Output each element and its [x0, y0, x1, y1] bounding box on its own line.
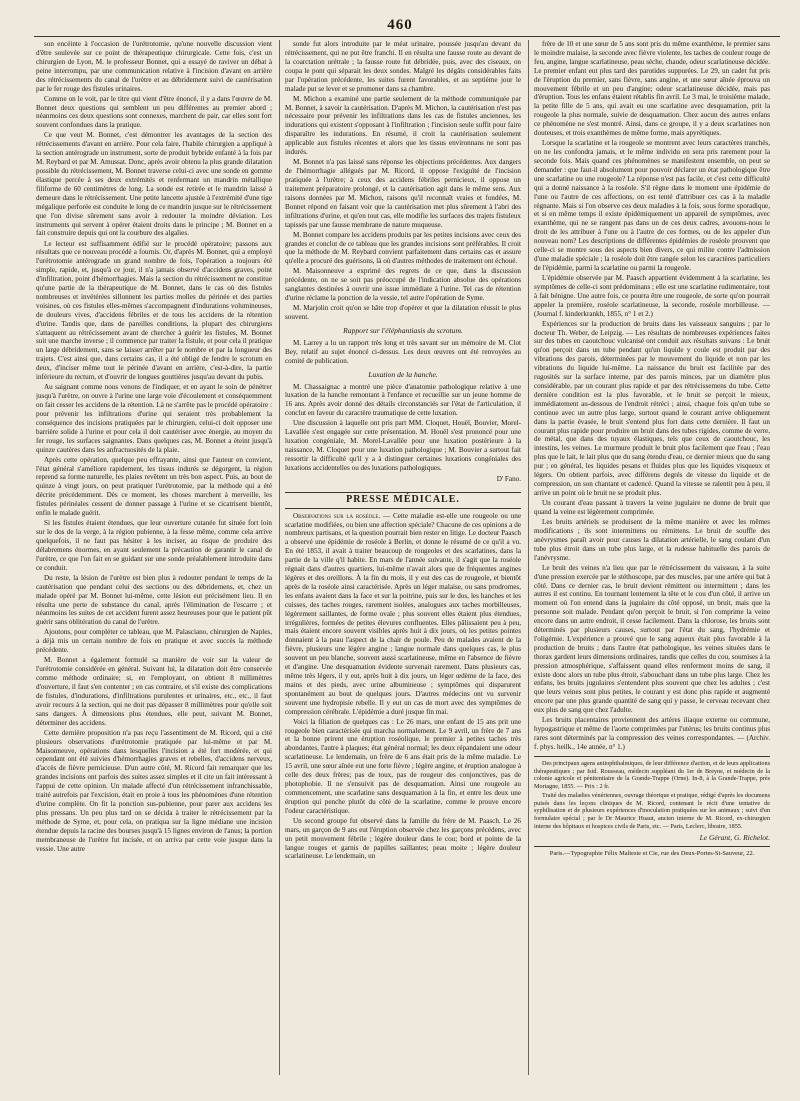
paragraph: Un courant d'eau passant à travers la veine jugulaire ne donne de bruit que quand la veine est légèrement comprimée. [534, 498, 770, 516]
paragraph: Du reste, la lésion de l'urètre est bien plus à redouter pendant le temps de la cautérisation que pendant celui des sections ou des débridemens, et, chez un malade opéré par M. Bonnet lui-même, cette lésion eut précisément lieu. Il en résulta une perte de substance du canal, après l'élimination de l'escarre ; et néanmoins les suites de cet accident furent assez heureuses pour que le patient pût guérir sans oblitération du canal de l'urètre. [36, 573, 272, 627]
column-3 [534, 40, 770, 1080]
paragraph: Le bruit des veines n'a lieu que par le rétrécissement du vaisseau, à la suite d'une pression exercée par le stéthoscope, par des muscles, par une artère qui bat à côté. Dans ce dernier cas, le bruit devient rémittent ou intermittent ; dans les autres il est continu. En tournant lentement la tête et le cou d'un côté, il arrive un moment où l'on entend dans la jugulaire du côté opposé, un bruit, mais que la personne soit malade. Pendant qu'on perçoit le bruit, si l'on comprime la veine encore dans un autre endroit, il cesse facilement. Dans la chlorose, les bruits sont déterminés par plusieurs causes, surtout par l'état du sang, l'hydrémie et l'oligémie. L'expérience a prouvé que le sang aqueux était plus favorable à la production de bruits ; dans l'autre état pathologique, les veines situées dans le thorax gardent leurs dimensions ordinaires, tandis que celles du cou, soumises à la pression atmosphérique, s'affaissent quand elles renferment moins de sang, il existe donc alors un tube plus étroit, s'abouchant dans un tube plus large. Chez les enfans, les bruits jugulaires s'entendent plus souvent que chez les adultes ; c'est que leurs veines sont plus petites, le courant y est donc plus rapide et augmenté encore par une plus grande quantité de sang qui y passe, le cerveau recevant chez eux plus de sang que chez l'adulte. [534, 563, 770, 715]
paragraph: Les bruits artériels se produisent de la même manière et avec les mêmes modifications ; ils sont intermittens ou rémittens. Le bruit de souffle des anévrysmes paraît avoir pour causes la dilatation artérielle, le sang coulant d'un tube plus étroit dans un tube plus large, et la rudesse habituelle des parois de l'anévrysme. [534, 517, 770, 562]
paragraph: frère de 10 et une sœur de 5 ans sont pris du même exanthème, le premier sans le moindre malaise, la seconde avec fièvre violente, les taches de couleur rouge de feu, angine, langue scarlatineuse, peau sèche, chaude, odeur scarlatineuse décidée. Le premier enfant eut plus tard des parotides suppurées. Le 29, un cadet fut pris de l'éruption du premier, sans fièvre, sans angine, et une sœur aînée éprouva un mouvement fébrile et un peu d'angine; odeur scarlatineuse décidée, mais pas d'éruption. Tous les enfans étaient rétablis fin avril. Le 3 mai, le troisième malade, la petite fille de 5 ans, qui avait eu une scarlatine avec desquamation, prit la rougeole la plus normale, suivie de desquamation. Chez aucun des autres enfans ce phénomène ne s'est montré. Ainsi, dans ce groupe, il y a deux scarlatines non douteuses, et trois exanthèmes de même forme, mais apyrétiques. [534, 40, 770, 138]
book-announcements [534, 756, 770, 830]
paragraph: Lorsque la scarlatine et la rougeole se montrent avec leurs caractères tranchés, on ne les confondra jamais, et le même individu en sera pris rarement pour la seconde fois. Mais quand ces phénomènes se manifestent ensemble, on peut se demander : que faut-il absolument pour pouvoir déclarer un état pathologique être une scarlatine ou une rougeole? La réponse n'est pas facile, et c'est cette difficulté qui a donné naissance à la roséole. S'il règne dans le moment une épidémie de l'une ou l'autre de ces affections, on est tenté d'attribuer ces cas à la maladie régnante. Mais si l'on observe ces deux maladies à la fois, sous forme sporadique, et si en même temps il existe épidémiquement un appareil de symptômes, avec exanthème, qui ne se rangent pas dans un de ces deux cadres, avouons-nous le droit de les attribuer à l'une ou à l'autre de ces formes, ou de les appeler d'un nouveau nom? Les descriptions de différentes épidémies de roséole prouvent que celle-ci se montre sous des aspects bien divers, ce qui milite contre l'admission d'une maladie spéciale ; la roséole doit être rangée selon les caractères particuliers de l'épidémie, parmi la scarlatine ou parmi la rougeole. [534, 139, 770, 272]
column-1 [36, 40, 272, 1080]
paragraph: Voici la filiation de quelques cas : Le 26 mars, une enfant de 15 ans prit une rougeole bien caractérisée qui marcha normalement. Le 9 avril, un frère de 7 ans et la bonne prirent une éruption roséolique, le premier à petites taches très abondantes, l'autre à plaques; état général normal; les deux répandaient une odeur scarlatineuse. Le lendemain, un frère de 6 ans était pris de la même maladie. Le 15 avril, une sœur aînée eut une forte fièvre ; légère angine, et éruption analogue à celle des deux frères; pas de toux, pas de rougeur des conjonctives, pas de photophobie. Il ne s'ensuivit pas de desquamation. Ainsi une rougeole au commencement, une scarlatine sans desquamation à la fin, et entre les deux une éruption qui penche plutôt du côté de la scarlatine, comme le prouve encore l'odeur caractéristique. [285, 717, 521, 815]
author-signature: D' Fano. [496, 474, 521, 483]
paragraph: L'épidémie observée par M. Paasch appartient évidemment à la scarlatine, les symptômes de celle-ci sont prédominans ; elle est une scarlatine rudimentaire, tout à fait bénigne. Une autre fois, ce pourra être une rougeole, de sorte qu'on pourrait appeler la première, roséole scarlatineuse, la seconde, roséole morbilleuse. — (Journal f. kinderkrankh, 1855, n° 1 et 2.) [534, 273, 770, 318]
section-heading: Luxation de la hanche. [368, 369, 438, 379]
column-2 [285, 40, 521, 1080]
section-title: PRESSE MÉDICALE. [285, 492, 521, 509]
paragraph: Ce que veut M. Bonnet, c'est démontrer les avantages de la section des rétrécissements d'avant en arrière. Pour cela faire, l'habile chirurgien a appliqué à la section antérograde un instrument, sorte de produit hybride enfanté à la fois par M. Reybard et par M. Amussat. Donc, après avoir obtenu la plus grande dilatation possible du rétrécissement, M. Bonnet traverse celui-ci avec une sonde en gomme élastique percée à ses deux extrémités et renfermant un mandrin métallique filiforme de 60 centimètres de long. La sonde est retirée et le mandrin laissé à demeure dans le rétrécissement. Une petite lancette ajustée à l'extrémité d'une tige mégalique perforée est conduite le long de ce mandrin jusque sur le rétrécissement que l'on divise sûrement sans avoir à redouter la moindre déviation. Les instruments qui servent à opérer étaient droits dans le principe ; M. Bonnet en a fait construire depuis qui ont la courbure des algalies. [36, 131, 272, 238]
paragraph: M. Maisonneuve a exprimé des regrets de ce que, dans la discussion précédente, on ne se soit pas préoccupé de l'indication absolue des opérations sanglantes destinées à ouvrir une issue immédiate à l'urine. Tel cas de rétention d'urine réclame la ponction de la vessie, tel autre l'opération de Syme. [285, 267, 521, 303]
announcement: Traité des maladies vénériennes, ouvrage théorique et pratique, rédigé d'après les documens puisés dans les leçons cliniques de M. Ricord, contenant le récit d'une tentative de syphilisation et de plusieurs expériences d'inoculation pratiquées sur les animaux ; suivi d'un formulaire spécial ; par le Dr Maurice Huaut, ancien interne de M. Ricord, ex-chirurgien interne des hôpitaux et hospices civils de Paris, etc. — Paris, Leclerc, libraire, 1855. [534, 792, 770, 830]
paragraph: Une discussion à laquelle ont pris part MM. Cloquet, Houël, Bouvier, Morel-Lavallée s'est engagée sur cette présentation. M. Houël s'est prononcé pour une luxation congéniale, M. Morel-Lavallée pour une luxation postérieure à la naissance, M. Cloquet pour une luxation pathologique ; M. Bouvier a surtout fait ressortir la difficulté qu'il y a à distinguer certaines luxations congéniales des luxations accidentelles ou des luxations pathologiques. [285, 419, 521, 472]
paragraph: Si les fistules étaient étendues, que leur ouverture cutanée fut située fort loin sur le dos de la verge, à la région pubienne, à la fesse même, comme cela arrive quelquefois, il ne faut pas hésiter à les inciser, au risque de produire des délabremens énormes, en ayant seulement la précaution de garantir le canal de l'urètre, ce que l'on fait en se guidant sur une sonde préalablement introduite dans ce conduit. [36, 519, 272, 572]
paragraph: M. Bonnet compare les accidens produits par les petites incisions avec ceux des grandes et conclut de ce tableau que les grandes incisions sont préférables. Il croit que la méthode de M. Reybard convient parfaitement dans certains cas et assure qu'elle a procuré des guérisons, là où d'autres méthodes de traitement ont échoué. [285, 230, 521, 266]
paragraph-text: — Cette maladie est-elle une rougeole ou une scarlatine modifiées, ou bien une affection spéciale? Chacune de ces opinions a de nombreux partisans, et la question pourrait bien rester en litige. Le docteur Paasch a observé une épidémie de roséole à Berlin, et donne le résumé de ce qu'il a vu. En été 1853, il avait à traiter beaucoup de rougeoles et des scarlatines, dans la partie de la ville q'il habite. En mars de l'année suivante, il s'agit que la roséole régnait dans d'autres quartiers, lui-même n'avait alors que de fréquentes angines légères et des oreillons. À la fin du mois, il y eut des cas de rougeole, et bientôt après de la roséole ainsi caractérisée. Après un léger malaise, ou sans prodromes, les enfans avaient dans la face et sur la poitrine, puis sur le dos, les hanches et les cuisses, des taches rouges, rarement isolées, analogues aux taches morbilleuses, légèrement saillantes, de forme ovale ; plus souvent elles étaient plus étendues, irrégulières, formées de petites élevures confluentes. Elles pâlissaient peu à peu, mais étaient encore souvent visibles après huit à dix jours, où les petites pointes donnaient à la peau l'aspect de la chair de poule. Peu de malades avaient de la fièvre, plusieurs une légère angine ; langue normale dans quelques cas, le plus souvent un peu blanche, souvent aussi scarlatineuse, même en l'absence de fièvre et d'angine. Une desquamation évidente survenait rarement. Dans plusieurs cas, même très légers, il y eut, après huit à dix jours, un léger œdème de la face, des mains et des pieds, avec urine albumineuse ; symptômes qui disparurent spontanément au bout de quelques jours. D'autres médecins ont vu survenir souvent une hydropisie rebelle. Il y eut un cas de mort avec des symptômes de compression cérébrale. L'épidémie a duré jusque fin mai. [285, 511, 521, 716]
column-divider [279, 40, 280, 1075]
paragraph: Expériences sur la production de bruits dans les vaisseaux sanguins ; par le docteur Th. Weber, de Leipzig. — Les résultats de nombreuses expériences faites sur des tubes en caoutchouc vulcanisé ont conduit aux résultats suivans : Le bruit qu'on perçoit dans un tube pendant qu'un liquide y coule est produit par des vibrations des parois, déterminées par le mouvement du liquide et non par les vibrations du liquide lui-même. La naissance du bruit est facilitée par des rugosités sur la surface interne, par des parois minces, par un diamètre plus considérable, par un courant plus rapide et par des rétrécissemens du tube. Cette dernière condition est la plus favorable, et le bruit se perçoit le mieux, immédiatement au-dessous de l'endroit rétréci ; ainsi, chaque fois qu'un tube se continue avec un autre plus large, surtout quand le courant arrive obliquement dans la partie évasée, le bruit s'entend plus fort dans cette dernière. Il faut un courant plus rapide pour produire un bruit dans des tubes rigides, comme de verre, de métal, que dans des tuyaux élastiques, tels que ceux de caoutchouc, les intestins, les veines. Le murmure produit le bruit plus facilement que l'eau ; l'eau plus que le lait, le lait plus que du sang étendu d'eau, ce dernier mieux que du sang pur ; en général, les liquides pesans et fluides plus que les liquides visqueux et légers. On obtient parfois, avec différens degrés de vitesse du liquide et de compression, un son chantant et cadencé. Quand la vitesse se ralentit peu à peu, il arrive un point où le bruit ne se produit plus. [534, 319, 770, 497]
paragraph: M. Bonnet a également formulé sa manière de voir sur la valeur de l'urétrotomie considérée en général. Suivant lui, la dilatation doit être conservée comme méthode ordinaire; si, en l'employant, on obtient 8 millimètres d'ouverture, il faut s'en contenter ; en cas contraire, et s'il existe des complications de fistules, d'indurations, d'infiltrations purulentes et urinaires, etc., etc., il faut avoir recours à la section, qui ne doit pas dépasser 8 millimètres pour qu'elle soit sans dangers. À dimensions plus étendues, elle peut, suivant M. Bonnet, déterminer des accidens. [36, 656, 272, 727]
paragraph: Ajoutons, pour compléter ce tableau, que M. Palasciano, chirurgien de Naples, a déjà mis un certain nombre de fois en pratique et avec succès la méthode précédente. [36, 628, 272, 655]
paragraph: Comme on le voit, par le titre qui vient d'être énoncé, il y a dans l'œuvre de M. Bonnet deux questions qui semblent un peu différentes au premier abord ; néanmoins ces deux questions sont connexes, marchent de pair, car elles sont fort souvent confondues dans la pratique. [36, 94, 272, 130]
page-number: 460 [387, 17, 413, 33]
paragraph: sonde fut alors introduite par le méat urinaire, poussée jusqu'au devant du rétrécissement, qui ne put être franchi. Il en résulta une fausse route au devant de la coarctation urétrale ; la fausse route fut débridée, puis, avec des ciseaux, on coupa le pont qui séparait les deux sondes. Malgré les dégâts considérables faits par l'opération précédente, les suites furent favorables, et au septième jour le malade put se lever et se promener dans sa chambre. [285, 40, 521, 93]
paragraph: Un second groupe fut observé dans la famille du frère de M. Paasch. Le 26 mars, un garçon de 9 ans eut l'éruption observée chez les garçons précédens, avec un petit mouvement fébrile ; légère douleur dans le cou; bord et pointe de la langue rouges et garnis de papilles saillantes; peau moite ; légère douleur scarlatineuse. Le lendemain, un [285, 816, 521, 861]
paragraph: Cette dernière proposition n'a pas reçu l'assentiment de M. Ricord, qui a cité plusieurs observations d'urétrotomie pratiquée par lui-même et par M. Maisonneuve, opérations dans lesquelles l'incision a été fort modérée, et qui cependant ont été suivies d'hémorrhagies graves et rebelles, d'accidens nerveux, d'accès de fièvre pernicieuse. D'un autre côté, M. Ricord fait remarquer que les grandes incisions ont parfois des suites assez simples et il cite un fait intéressant à l'appui de cette opinion. Un malade affecté d'un rétrécissement infranchissable, traité autrefois par l'excision, était en proie à tous les phénomènes d'une rétention d'urine complète. On fit la ponction sus-pubienne, pour parer aux accidens les plus pressans. Un peu plus tard on se décida à traiter le rétrécissement par la méthode de Syme, et, pour cela, on pratiqua sur la ligne médiane une incision étendue depuis la racine des bourses jusqu'à 15 lignes environ de l'anus; la portion membraneuse de l'urètre fut incisée, et on arriva par cette voie jusque dans la vessie. Une autre [36, 728, 272, 853]
paragraph: Après cette opération, quelque peu effrayante, ainsi que l'auteur en convient, l'état général s'améliore rapidement, les tissus indurés se dégorgent, la région reprend sa forme naturelle, les plaies revêtent un très bon aspect. Puis, au bout de quinze à vingt jours, on peut pratiquer l'urétrotomie, par la méthode qui a été décrite précédemment. Dès ce moment, les choses marchent à merveille, les fistules périnéales cessent de donner passage à l'urine et se cicatrisent bientôt, enfin le malade guérit. [36, 455, 272, 518]
paragraph: M. Marjolin croit qu'on se hâte trop d'opérer et que la dilatation réussit le plus souvent. [285, 304, 521, 322]
section-heading: Rapport sur l'éléphantiasis du scrotum. [343, 326, 463, 336]
column-divider [528, 40, 529, 1075]
paragraph: M. Larrey a lu un rapport très long et très savant sur un mémoire de M. Clot Bey, relatif au sujet énoncé ci-dessus. Les deux œuvres ont été renvoyées au comité de publication. [285, 338, 521, 365]
header-rule [34, 36, 780, 37]
article-lead: Observations sur la roséole. [293, 511, 381, 520]
announcement: Des principaux agens antiophthalmiques, de leur différence d'action, et de leurs applications thérapeutiques ; par Isid. Rousseau, médecin suppléant du 1er de Breyne, et médecin de la colonie agricole et pénitentiaire de la Grande-Trappe (Orne). In-8, à la Grande-Trappe, près Mortagne, 1855. — Prix : 2 fr. [534, 759, 770, 790]
editor-signature: Le Gérant, G. Richelot. [699, 833, 770, 843]
paragraph: M. Michon a examiné une partie seulement de la méthode communiquée par M. Bonnet, à savoir la cautérisation. D'après M. Michon, la cautérisation n'est pas nécessaire pour prévenir les infiltrations dans les cas de fistules anciennes, les indurations qui existent s'opposant à l'infiltration ; l'incision seule suffit pour faire disparaître les indurations. En résumé, il croit la cautérisation seulement applicable aux fistules récentes et alors que les tissus environnans ne sont pas indurés. [285, 94, 521, 157]
paragraph: Le lecteur est suffisamment édifié sur le procédé opératoire; passons aux résultats que ce nouveau procédé a fournis. Or, d'après M. Bonnet, qui a employé l'urétrotomie antérograde un grand nombre de fois, l'opération a toujours été simple, rapide, et, jusqu'à ce jour, il n'a jamais observé d'accidens graves, point d'infiltration, point d'hémorrhagies. Mais la section du rétrécissement ne constitue qu'une partie de la thérapeutique de M. Bonnet, dans le cas où des fistules nombreuses et invétérées sillonnent les parties molles du périnée et des parties voisines, où ces fistules elles-mêmes s'accompagnent d'indurations volumineuses, de douleurs vives, d'accidens fébriles et de tous les accidens de la rétention d'urine. Tandis que, dans de pareilles conditions, la plupart des chirurgiens s'attaquent au rétrécissement avant de chercher à guérir les fistules, M. Bonnet suit une marche inverse ; il commence par traiter la fistule, et pour cela il pratique un large débridement, sans se laisser arrêter par le nombre et par la longueur des trajets. C'est ainsi que, dans certains cas, il a été obligé de fendre le scrotum en deux, d'inciser même tout le périnée d'avant en arrière, c'est-à-dire, la partie inférieure du rectum, et d'ouvrir de longues gouttières jusqu'au devant du pubis. [36, 239, 272, 382]
paragraph: son encéinte à l'occasion de l'urétrotomie, qu'une nouvelle discussion vient d'être soulevée sur ce point de thérapeutique chirurgicale. Cette fois, c'est un chirurgien de Lyon, M. le professeur Bonnet, qui a essayé de raviver un débat à peine interrompu, par une communication relative à l'incision d'avant en arrière des rétrécissements du canal de l'urètre et au débridement suivi de cautérisation par le fer rouge des fistules urinaires. [36, 40, 272, 93]
printer-imprint: Paris.—Typographie Félix Malteste et Cie, rue des Deux-Portes-St-Sauveur, 22. [534, 846, 770, 859]
paragraph: M. Chassaignac a montré une pièce d'anatomie pathologique relative à une luxation de la hanche remontant à l'enfance et recueillie sur un jeune homme de 16 ans. Après avoir donné des détails circonstanciés sur l'état de l'articulation, il conclut en faveur du caractère traumatique de cette luxation. [285, 382, 521, 418]
paragraph: M. Bonnet n'a pas laissé sans réponse les objections précédentes. Aux dangers de l'hémorrhagie allégués par M. Ricord, il oppose l'exiguïté de l'incision pratiquée à l'urètre; à ceux des accidens fébriles pernicieux, il oppose un traitement préparatoire prolongé, et la cautérisation agit dans le même sens. Aux raisons données par M. Michon, raisons qu'il reconnaît vraies et fondées, M. Bonnet répond en faisant voir que la cautérisation met plus sûrement à l'abri des infiltrations d'urine, et qu'en tout cas, elle modifie les surfaces des trajets fistuleux tapissés par une fausse membrane de nature muqueuse. [285, 158, 521, 229]
paragraph: Au saignant comme nous venons de l'indiquer, et en ayant le soin de pénétrer jusqu'à l'urètre, on ouvre à l'urine une large voie d'écoulement et conséquemment on fait cesser les accidens de la rétention. Là ne s'arrête pas le procédé opératoire : pour prévenir les infiltrations d'urine qui seraient très probablement la conséquence des incisions pratiquées par le chirurgien, celui-ci doit opposer une barrière solide à l'urine et pour cela il doit cautériser avec énergie, au moyen du fer rouge, les surfaces saignantes. Dans quelques cas, M. Bonnet a éteint jusqu'à quinze cautères dans les anfractuosités de la plaie. [36, 383, 272, 454]
paragraph [285, 512, 521, 717]
paragraph: Les bruits placentaires proviennent des artères iliaque externe ou commune, hypogastrique et même de l'aorte comprimées par l'utérus; les bruits continus plus rares sont déterminés par la compression des veines correspondantes. — (Archiv. f. phys. heilk., 14e année, n° 1.) [534, 716, 770, 751]
